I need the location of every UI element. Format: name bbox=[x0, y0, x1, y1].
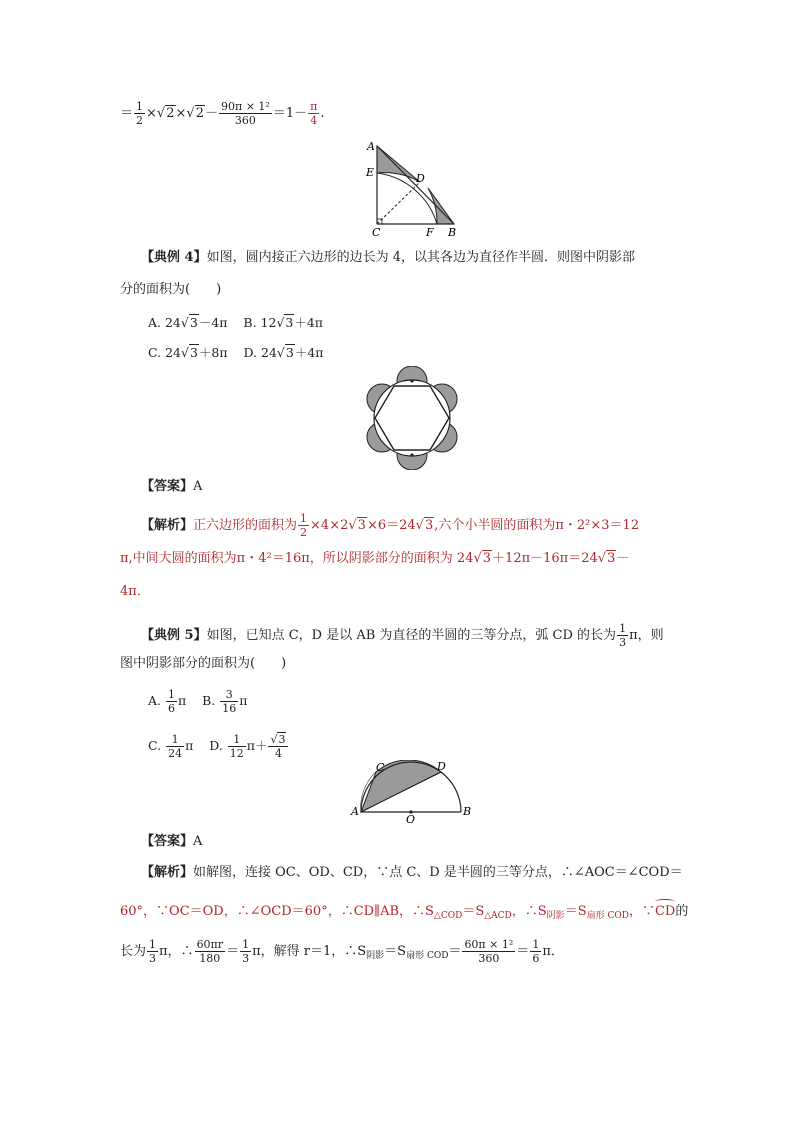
label-B: B bbox=[463, 805, 472, 818]
equals-sign: ＝ bbox=[120, 106, 134, 121]
figure-hexagon bbox=[362, 366, 462, 474]
option-b[interactable]: B. $\frac{3}{16}$ π bbox=[202, 688, 248, 715]
sqrt-2: √2 bbox=[156, 106, 175, 121]
label-D: D bbox=[437, 760, 446, 773]
label-B: B bbox=[448, 226, 457, 238]
semicircle-diagram bbox=[347, 760, 477, 824]
example5-options-row2 bbox=[148, 733, 289, 760]
label-O: O bbox=[406, 813, 416, 824]
label-E: E bbox=[366, 166, 375, 179]
label-D: D bbox=[416, 172, 425, 185]
option-d[interactable]: D. $\frac{1}{12}$ π＋ $\frac{√3}{4}$ bbox=[209, 738, 289, 753]
label-C: C bbox=[376, 761, 385, 774]
label-C: C bbox=[372, 226, 381, 238]
example5-line2: 图中阴影部分的面积为( ) bbox=[120, 656, 287, 671]
analysis5-line3: 长为 $\frac{1}{3}$ π，∴ $\frac{60\pi r}{180}$ ＝ $\frac{1}{3}$ π，解得 r＝1，$\therefore S_{阴影}=S_{扇形 COD}=$ $\frac{\text{60π × 1²}}{360}$ ＝ $\frac{1}{6}$ π． bbox=[120, 938, 564, 965]
example5-options-row1 bbox=[148, 688, 248, 715]
sqrt-2b: √2 bbox=[186, 106, 204, 121]
answer-value: A bbox=[193, 479, 203, 494]
triangle-diagram bbox=[362, 138, 462, 238]
label-A: A bbox=[367, 140, 375, 153]
answer-tag: 【答案】 bbox=[141, 479, 194, 494]
option-c[interactable]: C. $\frac{1}{24}$ π bbox=[148, 733, 194, 760]
hexagon-diagram bbox=[362, 366, 462, 470]
example4-tag: 【典例 4】 bbox=[141, 250, 207, 265]
example4-line1: 【典例 4】如图，圆内接正六边形的边长为 4，以其各边为直径作半圆．则图中阴影部 bbox=[141, 250, 635, 265]
analysis4-line3: 4π． bbox=[120, 584, 150, 599]
figure-triangle-arc bbox=[362, 138, 462, 242]
label-F: F bbox=[426, 226, 434, 238]
fraction-pi-4: $\frac{\pi}{4}$ bbox=[310, 100, 318, 127]
option-c[interactable]: C. 24√3＋8π bbox=[148, 345, 228, 360]
analysis4-line1: 【解析】正六边形的面积为 $\frac{1}{2}$ ×4×2√3×6＝24√3,六个小半圆的面积为π・2²×3＝12 bbox=[141, 512, 640, 539]
option-a[interactable]: A. $\frac{1}{6}$ π bbox=[148, 688, 187, 715]
answer5: 【答案】A bbox=[141, 834, 203, 849]
example4-options-row2 bbox=[148, 343, 324, 361]
option-b[interactable]: B. 12√3＋4π bbox=[243, 315, 324, 330]
analysis5-line2: 60°，∵OC＝OD，∴∠OCD＝60°，∴CD∥AB，$\therefore S_{\triangle COD}=S_{\triangle ACD}$，$\therefore S_{阴影}=S_{扇形 COD}$，∵CD的 bbox=[120, 904, 689, 921]
example4-line2: 分的面积为( ) bbox=[120, 282, 222, 297]
figure-semicircle bbox=[347, 760, 477, 828]
fraction-sector: $\frac{\text{90π × 1²}}{360}$ bbox=[221, 100, 270, 127]
analysis5-line1: 【解析】如解图，连接 OC、OD、CD，∵点 C、D 是半圆的三等分点，∴∠AOC＝∠COD＝ bbox=[141, 865, 683, 880]
example5-line1: 【典例 5】如图，已知点 C，D 是以 AB 为直径的半圆的三等分点，弧 CD 的长为 $\frac{1}{3}$ π，则 bbox=[141, 622, 664, 649]
analysis4-line2: π,中间大圆的面积为π・4²＝16π，所以阴影部分的面积为 24√3＋12π－16π＝24√3－ bbox=[120, 551, 630, 566]
answer4 bbox=[141, 477, 202, 497]
example4-options-row1 bbox=[148, 313, 323, 331]
fraction-half: $\frac{1}{2}$ bbox=[136, 100, 144, 127]
option-d[interactable]: D. 24√3＋4π bbox=[243, 345, 324, 360]
label-A: A bbox=[351, 805, 359, 818]
top-formula: ＝ $\frac{1}{2}$ ×√2×√2－ $\frac{\text{90π × 1²}}{360}$ ＝1－ $\frac{\pi}{4}$ . bbox=[120, 100, 325, 127]
option-a[interactable]: A. 24√3－4π bbox=[148, 315, 228, 330]
